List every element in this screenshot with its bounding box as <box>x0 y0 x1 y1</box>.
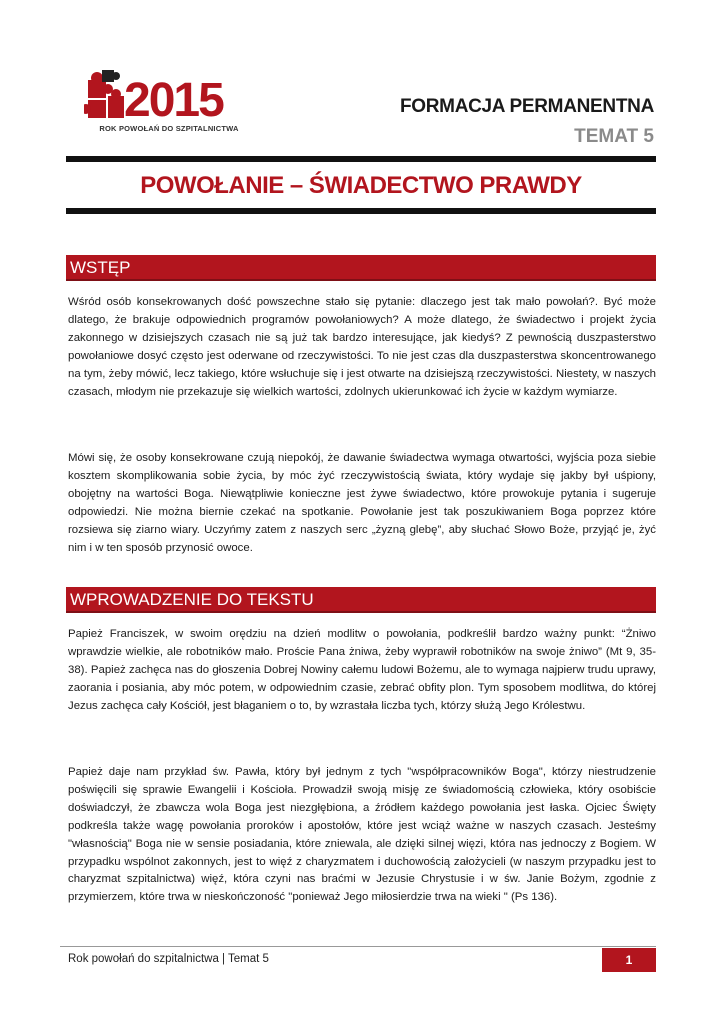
section-heading-introduction-to-text: WPROWADZENIE DO TEKSTU <box>66 587 656 613</box>
section-heading-intro: WSTĘP <box>66 255 656 281</box>
paragraph: Papież Franciszek, w swoim orędziu na dzień modlitw o powołania, podkreślił bardzo ważny punkt: “Żniwo wprawdzie wielkie, ale robotników mało. Proście Pana żniwa, żeby wyprawił robotników na swoje żniwo” (Mt 9, 35-38). Papież zachęca nas do głoszenia Dobrej Nowiny całemu ludowi Bożemu, ale to wymaga najpierw trudu uprawy, zaorania i posiania, aby móc potem, w odpowiednim czasie, zebrać obfity plon. Tym sposobem modlitwa, do której Jezus zachęca cały Kościół, jest błaganiem o to, by wzrastała liczba tych, którzy służą Jego Królestwu. <box>68 628 656 712</box>
header-rule <box>66 156 656 162</box>
paragraph: Wśród osób konsekrowanych dość powszechne stało się pytanie: dlaczego jest tak mało powołań?. Być może dlatego, że brakuje odpowiednich programów powołaniowych? A może dlatego, że świadectwo i projekt życia zakonnego w dzisiejszych czasach nie są już tak bardzo interesujące, jak kiedyś? Z pewnością duszpasterstwo powołaniowe dosyć często jest oderwane od rzeczywistości. To nie jest czas dla duszpasterstwa skoncentrowanego na tym, żeby mówić, lecz takiego, które wsłuchuje się i jest otwarte na dzisiejszą rzeczywistości. Niestety, w naszych czasach, młodym nie przekazuje się wielkich wartości, zdolnych ukierunkować ich życie w każdym wymiarze. <box>68 296 656 398</box>
page-number: 1 <box>602 948 656 972</box>
series-title: FORMACJA PERMANENTNA <box>399 96 654 117</box>
logo-2015 <box>84 66 254 138</box>
document-title: POWOŁANIE – ŚWIADECTWO PRAWDY <box>140 172 582 199</box>
logo-year: 2015 <box>124 74 223 124</box>
paragraph: Mówi się, że osoby konsekrowane czują niepokój, że dawanie świadectwa wymaga otwartości, wyjścia poza siebie kosztem skomplikowania sobie życia, by móc żyć rzeczywistością świata, który wydaje się jakby był uśpiony, obojętny na wartości Boga. Niewątpliwie konieczne jest żywe świadectwo, które prowokuje pytania i sugeruje odpowiedzi. Nie można biernie czekać na spotkanie. Powołanie jest tak poszukiwaniem Boga poprzez które rozsiewa się ziarno wiary. Uczyńmy zatem z naszych serc „żyzną glebę”, aby słuchać Słowo Boże, przyjąć je, żyć nim i w ten sposób przynosić owoce. <box>68 452 656 554</box>
logo-subtitle: ROK POWOŁAŃ DO SZPITALNICTWA <box>99 124 239 133</box>
footer-text: Rok powołań do szpitalnictwa | Temat 5 <box>68 953 269 965</box>
topic-label: TEMAT 5 <box>574 126 654 147</box>
title-rule <box>66 208 656 214</box>
puzzle-logo-icon <box>84 66 254 124</box>
paragraph: Papież daje nam przykład św. Pawła, który był jednym z tych "współpracowników Boga", którzy niestrudzenie poświęcili się sprawie Ewangelii i Kościoła. Prowadził swoją misję ze świadomością człowieka, który osobiście doświadczył, że zbawcza wola Boga jest niezgłębiona, a źródłem każdego powołania jest łaska. Ojciec Święty podkreśla także wagę powołania proroków i apostołów, które jest wciąż ważne w naszych czasach. Jesteśmy "własnością" Boga nie w sensie posiadania, które zniewala, ale dzięki silnej więzi, która nas jednoczy z Bogiem. W przypadku wspólnot zakonnych, jest to więź z charyzmatem i duchowością założycieli (w naszym przypadku jest to charyzmat szpitalnictwa) więź, która czyni nas braćmi w Jezusie Chrystusie i w św. Janie Bożym, zgodnie z przymierzem, które trwa w nieskończoność "ponieważ Jego miłosierdzie trwa na wieki " (Ps 136). <box>68 766 656 904</box>
footer-divider <box>60 946 656 947</box>
